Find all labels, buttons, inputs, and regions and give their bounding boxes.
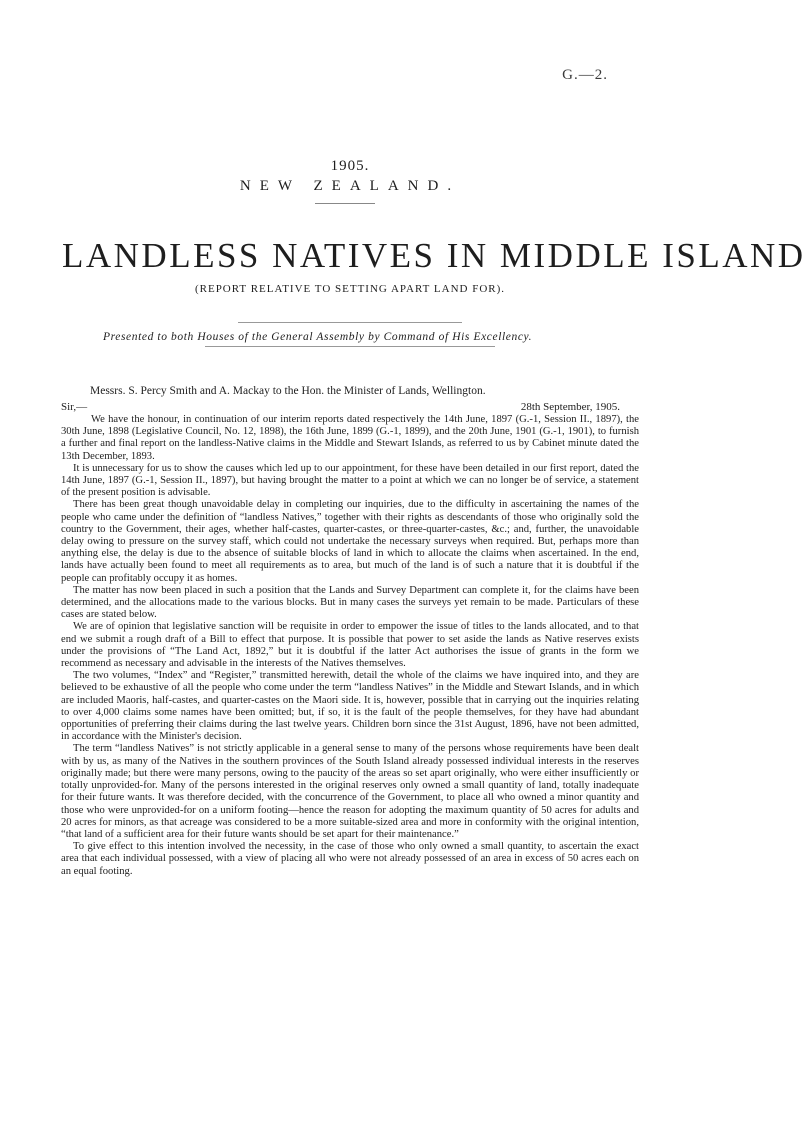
paragraph: To give effect to this intention involved the necessity, in the case of those who only owned a small quantity, to ascertain the exact area that each individual possessed, with a view of placing all who were not already possessed of an area in excess of 50 acres each on an equal footing. xyxy=(61,841,639,877)
paragraph: The two volumes, “Index” and “Register,” transmitted herewith, detail the whole of the claims we have inquired into, and they are believed to be exhaustive of all the people who come under the term “landless Natives” in the Middle and Stewart Islands, and in which are included Maoris, half-castes, and quarter-castes on the Maori side. It is, however, possible that in carrying out the inquiries relating to over 4,000 claims some names have been omitted; but, if so, it is the fault of the people themselves, for they have had abundant opportunities of preferring their claims during the last twelve years. Children born since the 31st August, 1896, have not been admitted, in accordance with the Minister's decision. xyxy=(61,670,639,743)
letter-date: 28th September, 1905. xyxy=(520,401,620,413)
letter-addressee: Messrs. S. Percy Smith and A. Mackay to the Hon. the Minister of Lands, Wellington. xyxy=(90,385,486,397)
presented-line: Presented to both Houses of the General Assembly by Command of His Excellency. xyxy=(103,331,533,343)
paragraph: It is unnecessary for us to show the causes which led up to our appointment, for these have been detailed in our first report, dated the 14th June, 1897 (G.-1, Session II., 1897), but having brought the matter to a point at which we can no longer be of service, a statement of the present position is advisable. xyxy=(61,462,639,499)
letter-body xyxy=(61,414,639,878)
paragraph: The term “landless Natives” is not strictly applicable in a general sense to many of the persons whose requirements have been dealt with by us, as many of the Natives in the southern provinces of the South Island already possessed individual interests in the reserves originally made; but there were many persons, owing to the paucity of the areas so set apart originally, who were either insufficiently or totally unprovided-for. Many of the persons interested in the original reserves only owned a small quantity of land, totally inadequate for their future wants. It was therefore decided, with the concurrence of the Government, to place all who owned a minor quantity and those who were unprovided-for on a uniform footing—hence the reason for adopting the maximum quantity of 50 acres for adults and 20 acres for minors, as that acreage was considered to be a more suitable-sized area and more in conformity with the original intention, “that land of a sufficient area for their future wants should be set apart for their maintenance.” xyxy=(61,743,639,840)
short-divider xyxy=(315,203,375,204)
document-subtitle: (REPORT RELATIVE TO SETTING APART LAND FOR). xyxy=(194,283,506,295)
page-reference: G.—2. xyxy=(562,67,608,83)
paragraph: We are of opinion that legislative sanction will be requisite in order to empower the issue of titles to the lands allocated, and to that end we submit a rough draft of a Bill to effect that purpose. It is possible that power to set aside the lands as Native reserves exists under the provisions of “The Land Act, 1892,” but it is doubtful if the latter Act authorises the issue of grants in the form we recommend as necessary and advisable in the interests of the Natives themselves. xyxy=(61,621,639,670)
paragraph: The matter has now been placed in such a position that the Lands and Survey Department can complete it, for the claims have been determined, and the allocations made to the various blocks. But in many cases the surveys yet remain to be made. Particulars of these cases are stated below. xyxy=(61,584,639,621)
paragraph: We have the honour, in continuation of our interim reports dated respectively the 14th June, 1897 (G.-1, Session II., 1897), the 30th June, 1898 (Legislative Council, No. 12, 1898), the 16th June, 1899 (G.-1, 1899), and the 20th June, 1901 (G.-1, 1901), to furnish a further and final report on the landless-Native claims in the Middle and Stewart Islands, as referred to us by Cabinet minute dated the 13th December, 1893. xyxy=(61,414,639,462)
letter-salutation: Sir,— xyxy=(61,401,88,413)
section-divider xyxy=(238,322,462,323)
paragraph: There has been great though unavoidable delay in completing our inquiries, due to the difficulty in ascertaining the names of the people who came under the definition of “landless Natives,” together with their rights as descendants of those who originally sold the country to the Government, their ages, whether half-castes, quarter-castes, or three-quarter-castes, &c.; and, further, the unavoidable delay owing to pressure on the survey staff, which could not undertake the necessary surveys when required. But, perhaps more than anything else, the delay is due to the absence of suitable blocks of land in which to allocate the claims when ascertained. In the end, lands have actually been found to meet all requirements as to area, but much of the land is of such a nature that it is doubtful if the people can profitably occupy it as homes. xyxy=(61,499,639,584)
year-heading: 1905. xyxy=(330,158,370,174)
presented-underline xyxy=(205,346,495,347)
country-heading: NEW ZEALAND. xyxy=(239,178,461,194)
document-title: LANDLESS NATIVES IN MIDDLE ISLAND xyxy=(62,236,806,275)
